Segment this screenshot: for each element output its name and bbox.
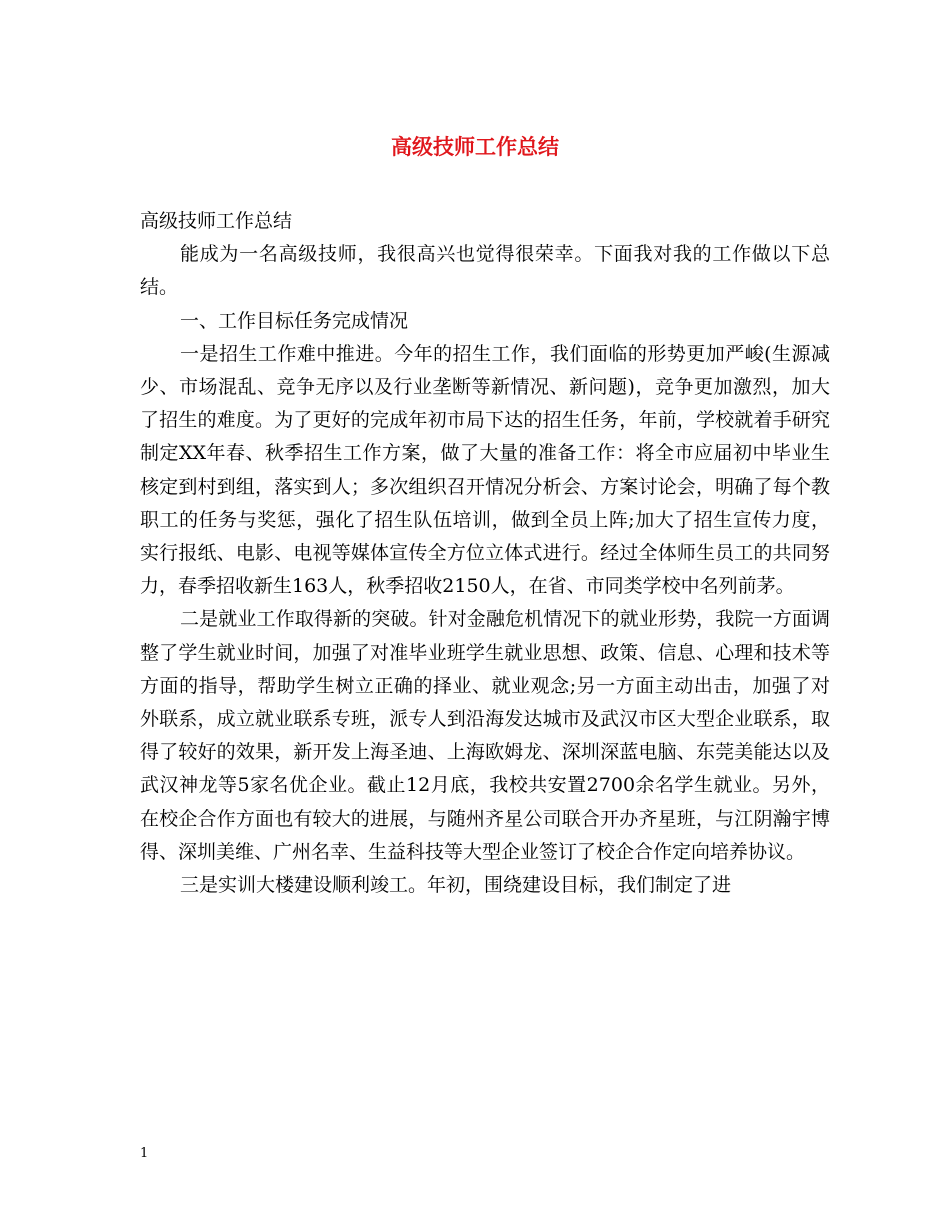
paragraph-training-building: 三是实训大楼建设顺利竣工。年初，围绕建设目标，我们制定了进 — [180, 874, 732, 897]
document-title: 高级技师工作总结 — [391, 135, 559, 159]
body-heading: 高级技师工作总结 — [140, 210, 293, 232]
paragraph-employment: 二是就业工作取得新的突破。针对金融危机情况下的就业形势，我院一方面调整了学生就业时间，加强了对准毕业班学生就业思想、政策、信息、心理和技术等方面的指导，帮助学生树立正确的择业、就业观念;另一方面主动出击，加强了对外联系，成立就业联系专班，派专人到沿海发达城市及武汉市区大型企业联系，取得了较好的效果，新开发上海圣迪、上海欧姆龙、深圳深蓝电脑、东莞美能达以及武汉神龙等5家名优企业。截止12月底，我校共安置2700余名学生就业。另外，在校企合作方面也有较大的进展，与随州齐星公司联合开办齐星班，与江阴瀚宇博得、深圳美维、广州名幸、生益科技等大型企业签订了校企合作定向培养协议。 — [140, 608, 830, 863]
document-body — [140, 205, 830, 902]
section-heading: 一、工作目标任务完成情况 — [180, 309, 409, 332]
paragraph-enrollment: 一是招生工作难中推进。今年的招生工作，我们面临的形势更加严峻(生源减少、市场混乱、竞争无序以及行业垄断等新情况、新问题)，竞争更加激烈，加大了招生的难度。为了更好的完成年初市局下达的招生任务，年前，学校就着手研究制定XX年春、秋季招生工作方案，做了大量的准备工作：将全市应届初中毕业生核定到村到组，落实到人；多次组织召开情况分析会、方案讨论会，明确了每个教职工的任务与奖惩，强化了招生队伍培训，做到全员上阵;加大了招生宣传力度，实行报纸、电影、电视等媒体宣传全方位立体式进行。经过全体师生员工的共同努力，春季招收新生163人，秋季招收2150人，在省、市同类学校中名列前茅。 — [140, 342, 830, 598]
page-number: 1 — [140, 1146, 149, 1161]
paragraph-intro: 能成为一名高级技师，我很高兴也觉得很荣幸。下面我对我的工作做以下总结。 — [140, 243, 830, 299]
